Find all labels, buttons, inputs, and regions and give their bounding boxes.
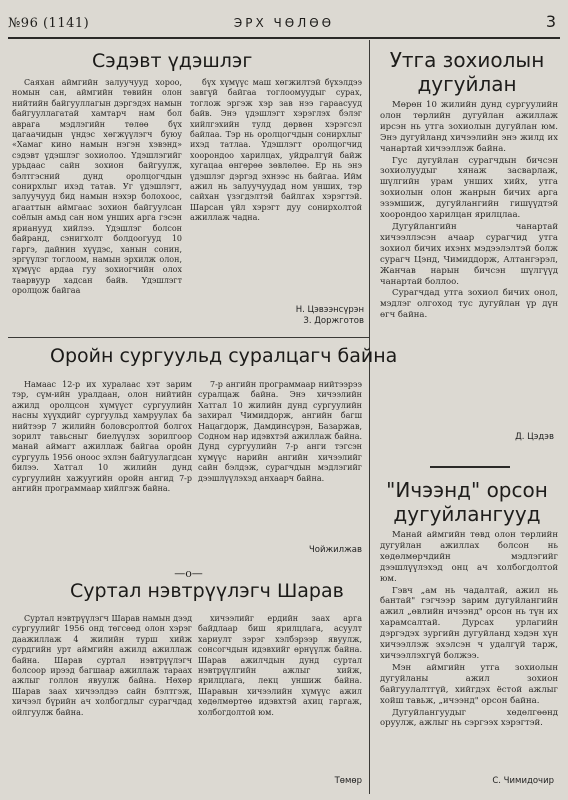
column-divider <box>369 40 370 794</box>
article-text-right: хичээлийг ердийн заах арга байдлаар биш ярилцлага, асуулт хариулт зэрэг хэлбэрээр явуулж, сонсогчдын идэвхийг өрнүүлж байна. Шарав ажилчдын дунд суртал нэвтрүүлгийн ажлыг хийж, ярилцлага, лекц уншиж байна. Шаравын хичээлийн хүмүүс ажил хөдөлмөртөө идэвхтэй ахиц гаргаж, холбогдолтой юм. <box>198 614 362 717</box>
paragraph: Мэн аймгийн утга зохиолын дугуйланы ажил зохион байгуулалтгүй, хийгдэх ёстой ажлыг хойш тавьж, „ичээнд" орсон байна. <box>380 662 558 706</box>
article-title: Суртал нэвтрүүлэгч Шарав <box>70 580 344 602</box>
paragraph: Мөрөн 10 жилийн дунд сургуулийн олон төрлийн дугуйлан ажиллаж ирсэн нь утга зохиолын дугуйлан юм. Энэ дугуйланд хичээлийн энэ жилд их чанартай хичээллэж байна. <box>380 100 558 154</box>
section-rule <box>8 337 369 338</box>
article-body <box>380 100 558 426</box>
article-text-right: 7-р ангийн программаар нийтээрээ суралцаж байна. Энэ хичээлийн Хатгал 10 жилийн дунд сургуулийн захирал Чимиддорж, ангийн багш Нацагдорж, Дамдинсүрэн, Базаржав, Содном нар идэвхтэй ажиллаж байна. Дунд сургуулийн 7-р анги тэгсэн хүмүүс нарийн ангийн хичээлийг сайн бэлдэж, сурагчдын мэдлэгийг дээшлүүлэхэд анхаарч байна. <box>198 380 362 483</box>
article-text-left: Суртал нэвтрүүлэгч Шарав намын дээд сургуулийг 1956 онд төгсөөд олон хэрэг даажиллаж 4 жилийн турш хийж сурдгийн урт аймгийн ажилд ажиллаж байна. Шарав суртал нэвтрүүлэгч болсоор ирээд багшаар ажиллаж тараах ажлыг голлон явуулж байна. Нөхөр Шарав заах хичээлдээ сайн бэлтгэж, хичээл бүрийн ач холбогдлыг сурагчдад ойлгуулж байна. <box>12 614 192 717</box>
article-text-left: Намаас 12-р их хуралаас хэт зарим тэр, сүм-ийн уралдаан, олон нийтийн ажилд оролцсон хүмүүст сургуулийн насны хүүхдийг сургуульд хамруулах ба нийтээр 7 жилийн боловсролтой болгох зорилт тавьсныг биелүүлэх зорилгоор манай аймагт ажиллаж байгаа оройн сургууль 1956 оноос эхлэн байгуулагдсан билээ. Хатгал 10 жилийн дунд сургуулийн хажуугийн оройн ангид 7-р ангийн программаар хийлгэж байна. <box>12 380 192 494</box>
paragraph: Манай аймгийн төвд олон төрлийн дугуйлан ажиллах болсон нь хөдөлмөрчдийн мэдлэгийг дээшлүүлэхэд онц ач холбогдолтой юм. <box>380 530 558 584</box>
article-author: Д. Цэдэв <box>515 432 554 442</box>
article-title: "Ичээнд" орсон дугуйлангууд <box>386 478 548 526</box>
article-author: Чойжилжав <box>308 545 362 555</box>
article-title: Утга зохиолын дугуйлан <box>389 48 545 96</box>
section-rule <box>430 466 510 468</box>
article-author: Н. Цэвээнсүрэн З. Доржготов <box>295 305 364 326</box>
paragraph: Гэвч „ам нь чадалтай, ажил нь бантай" гэгчээр зарим дугуйлангийн ажил „өвлийн ичээнд" орсон нь түн их харамсалтай. Дурсах урлагийн дэргэдэх зургийн дугуйланд хэдэн хүн хичээллэж эхэлсэн ч удалгүй тарж, хичээллэхгүй болжээ. <box>380 585 558 661</box>
paragraph: Гус дугуйлан сурагчдын бичсэн зохиолуудыг хянаж засварлаж, шүлгийн урам унших хийх, утга зохиолын олон жанрын бичих арга эзэмшиж, дугуйлангийн гишүүдтэй хоорондоо харилцан ярилцлаа. <box>380 155 558 221</box>
issue-number: №96 (1141) <box>8 16 90 31</box>
paragraph: Дугуйлангуудыг хөдөлгөөнд оруулж, ажлыг нь сэргээх хэрэгтэй. <box>380 707 558 729</box>
header-rule <box>8 37 560 39</box>
article-author: С. Чимидочир <box>492 776 554 786</box>
page-number: 3 <box>545 12 556 31</box>
section-divider: —о— <box>174 567 203 580</box>
article-title: Сэдэвт үдэшлэг <box>92 50 253 72</box>
article-text-left: Саяхан аймгийн залуучууд хороо, номын сан, аймгийн төвийн олон нийтийн байгууллагын дэргэдэх намын байгууллагатай хамтарч нам бол аврага мэдлэгийн төлөө бүх цагаачидын үндэс хөгжүүлэгч буюу «Хамаг кино намын нэгэн хэвэнд» сэдэвт үдэшлэг зохиолоо. Үдэшлэгийг урьдаас сайн зохион байгуулж, бэлтгэсний дунд оролцогчдын сонирхлыг ихэд татав. Уг үдэшлэгт, залуучууд бид намын нэхэр болохоос, агааттын аймгаас зохион байгуулсан соёлын амьд сан ном унших арга гэсэн ярианууд хийлээ. Үдэшлэг болсон байранд, сэнигхолт болдоогууд 10 гаргэ, дайнин хүүдэс, ханын сонин, эргүүлэг тоглоом, намын эрхилж олон, хүмүүс ардаа гуу зохиогчийн олох таарвуур хадсан байв. Үдэшлэгт оролцож байгаа <box>12 78 182 296</box>
paragraph: Дугуйлангийн чанартай хичээллэсэн ачаар сурагчид утга зохиол бичих ихэнх мэдээлэлтэй болж сурагч Цэнд, Чимиддорж, Алтангэрэл, Жанчав нарын бичсэн шүлгүүд чанартай боллоо. <box>380 221 558 287</box>
newspaper-name: ЭРХ ЧӨЛӨӨ <box>233 16 335 30</box>
article-author: Төмөр <box>334 776 362 786</box>
page-header <box>8 14 560 36</box>
article-body <box>380 530 558 768</box>
article-title: Оройн сургуульд суралцагч байна <box>50 345 398 367</box>
paragraph: Сурагчдад утга зохиол бичих онол, мэдлэг олгоход тус дугуйлан үр дүн өгч байна. <box>380 288 558 321</box>
article-text-right: бүх хүмүүс маш хөгжилтэй бүхэлдээ завгүй байгаа тоглоомуудыг сурах, тоглож эргэж хэр зав нээ гараасууд байв. Энэ үдэшлэгт хэрэглэх бэлэг хийлгэхийн тулд дөрвөн хэрэгсэл байлаа. Тэр нь оролцогчдын сонирхлыг ихэд татлаа. Үдэшлэгт оролцогчид хоорондоо харилцах, уйдралгүй байж хугацаа өнгөрөө зөвлөлөө. Ер нь энэ үдэшлэг дэргэд эхнээс нь байгаа. Ийм ажил нь залуучуудад ном унших, тэр сайхан үзэгдэлтэй байлгах хэрэгтэй. Шарсан үйл хэрэгт дуу сонирхолтой ажиллаж чадна. <box>190 78 362 223</box>
